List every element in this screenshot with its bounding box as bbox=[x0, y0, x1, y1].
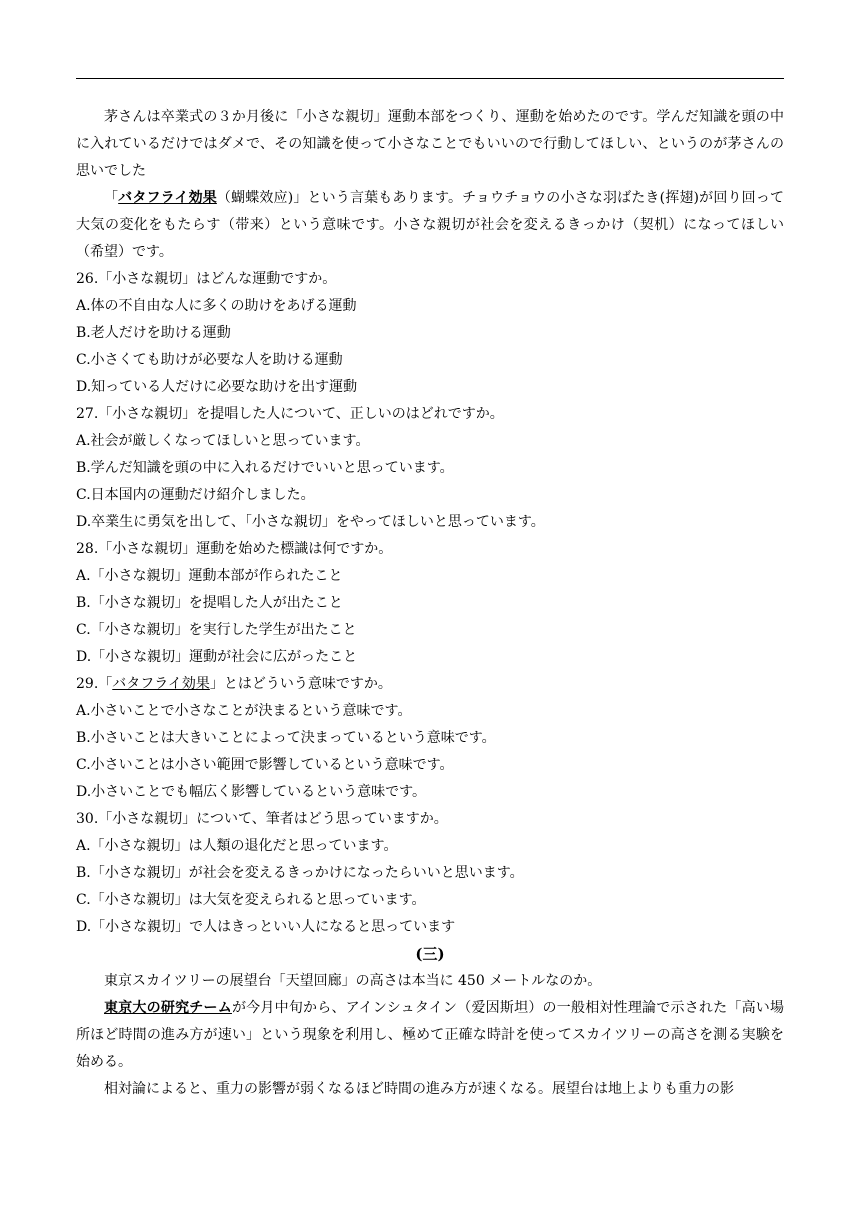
option-b: B.小さいことは大きいことによって決まっているという意味です。 bbox=[76, 730, 496, 746]
document-body bbox=[76, 104, 784, 1103]
option-a: A.「小さな親切」運動本部が作られたこと bbox=[76, 568, 343, 584]
option-b: B.老人だけを助ける運動 bbox=[76, 325, 231, 341]
question-stem: 28.「小さな親切」運動を始めた標識は何ですか。 bbox=[76, 541, 393, 557]
term-butterfly-effect: バタフライ効果 bbox=[112, 676, 210, 692]
option-a: A.社会が厳しくなってほしいと思っています。 bbox=[76, 433, 370, 449]
option-c: C.「小さな親切」は大気を変えられると思っています。 bbox=[76, 892, 426, 908]
option-b: B.「小さな親切」が社会を変えるきっかけになったらいいと思います。 bbox=[76, 865, 524, 881]
passage-paragraph: 相対論によると、重力の影響が弱くなるほど時間の進み方が速くなる。展望台は地上よりも重力の影 bbox=[104, 1081, 734, 1097]
question-stem bbox=[76, 671, 784, 698]
option-a: A.「小さな親切」は人類の退化だと思っています。 bbox=[76, 838, 398, 854]
passage-paragraph: 茅さんは卒業式の３か月後に「小さな親切」運動本部をつくり、運動を始めたのです。学んだ知識を頭の中に入れているだけではダメで、その知識を使って小さなことでもいいので行動してほしい、というのが茅さんの思いでした bbox=[76, 109, 784, 179]
option-c: C.小さくても助けが必要な人を助ける運動 bbox=[76, 352, 343, 368]
section-heading: (三) bbox=[415, 945, 445, 963]
option-d: D.卒業生に勇気を出して、「小さな親切」をやってほしいと思っています。 bbox=[76, 514, 545, 530]
header-rule bbox=[76, 78, 784, 79]
question-30 bbox=[76, 806, 784, 941]
option-d: D.「小さな親切」で人はきっといい人になると思っています bbox=[76, 919, 456, 935]
quote-open: 「 bbox=[104, 190, 119, 206]
passage-paragraph: 東京スカイツリーの展望台「天望回廊」の高さは本当に 450 メートルなのか。 bbox=[104, 973, 602, 989]
term-butterfly-effect: バタフライ効果 bbox=[118, 190, 217, 206]
question-stem: 27.「小さな親切」を提唱した人について、正しいのはどれですか。 bbox=[76, 406, 504, 422]
option-b: B.学んだ知識を頭の中に入れるだけでいいと思っています。 bbox=[76, 460, 454, 476]
option-a: A.小さいことで小さなことが決まるという意味です。 bbox=[76, 703, 412, 719]
stem-prefix: 29.「 bbox=[76, 676, 113, 692]
option-d: D.知っている人だけに必要な助けを出す運動 bbox=[76, 379, 358, 395]
option-c: C.小さいことは小さい範囲で影響しているという意味です。 bbox=[76, 757, 454, 773]
option-b: B.「小さな親切」を提唱した人が出たこと bbox=[76, 595, 343, 611]
option-c: C.「小さな親切」を実行した学生が出たこと bbox=[76, 622, 357, 638]
passage-paragraph bbox=[76, 995, 784, 1076]
question-stem: 26.「小さな親切」はどんな運動ですか。 bbox=[76, 271, 337, 287]
passage-text: （蝴蝶效应)」という言葉もあります。チョウチョウの小さな羽ばたき(挥翅)が回り回って大気の変化をもたらす（带来）という意味です。小さな親切が社会を変えるきっかけ（契机）になってほしい（希望）です。 bbox=[76, 190, 784, 260]
option-d: D.「小さな親切」運動が社会に広がったこと bbox=[76, 649, 358, 665]
stem-suffix: 」とはどういう意味ですか。 bbox=[209, 676, 392, 692]
option-c: C.日本国内の運動だけ紹介しました。 bbox=[76, 487, 315, 503]
question-28 bbox=[76, 536, 784, 671]
question-26 bbox=[76, 266, 784, 401]
option-a: A.体の不自由な人に多くの助けをあげる運動 bbox=[76, 298, 357, 314]
option-d: D.小さいことでも幅広く影響しているという意味です。 bbox=[76, 784, 427, 800]
question-stem: 30.「小さな親切」について、筆者はどう思っていますか。 bbox=[76, 811, 448, 827]
term-research-team: 東京大の研究チーム bbox=[104, 1000, 232, 1016]
passage-text: が今月中旬から、アインシュタイン（爱因斯坦）の一般相対性理論で示された「高い場所ほど時間の進み方が速い」という現象を利用し、極めて正確な時計を使ってスカイツリーの高さを測る実験を始める。 bbox=[76, 1000, 785, 1070]
question-29 bbox=[76, 671, 784, 806]
question-27 bbox=[76, 401, 784, 536]
passage-paragraph bbox=[76, 185, 784, 266]
